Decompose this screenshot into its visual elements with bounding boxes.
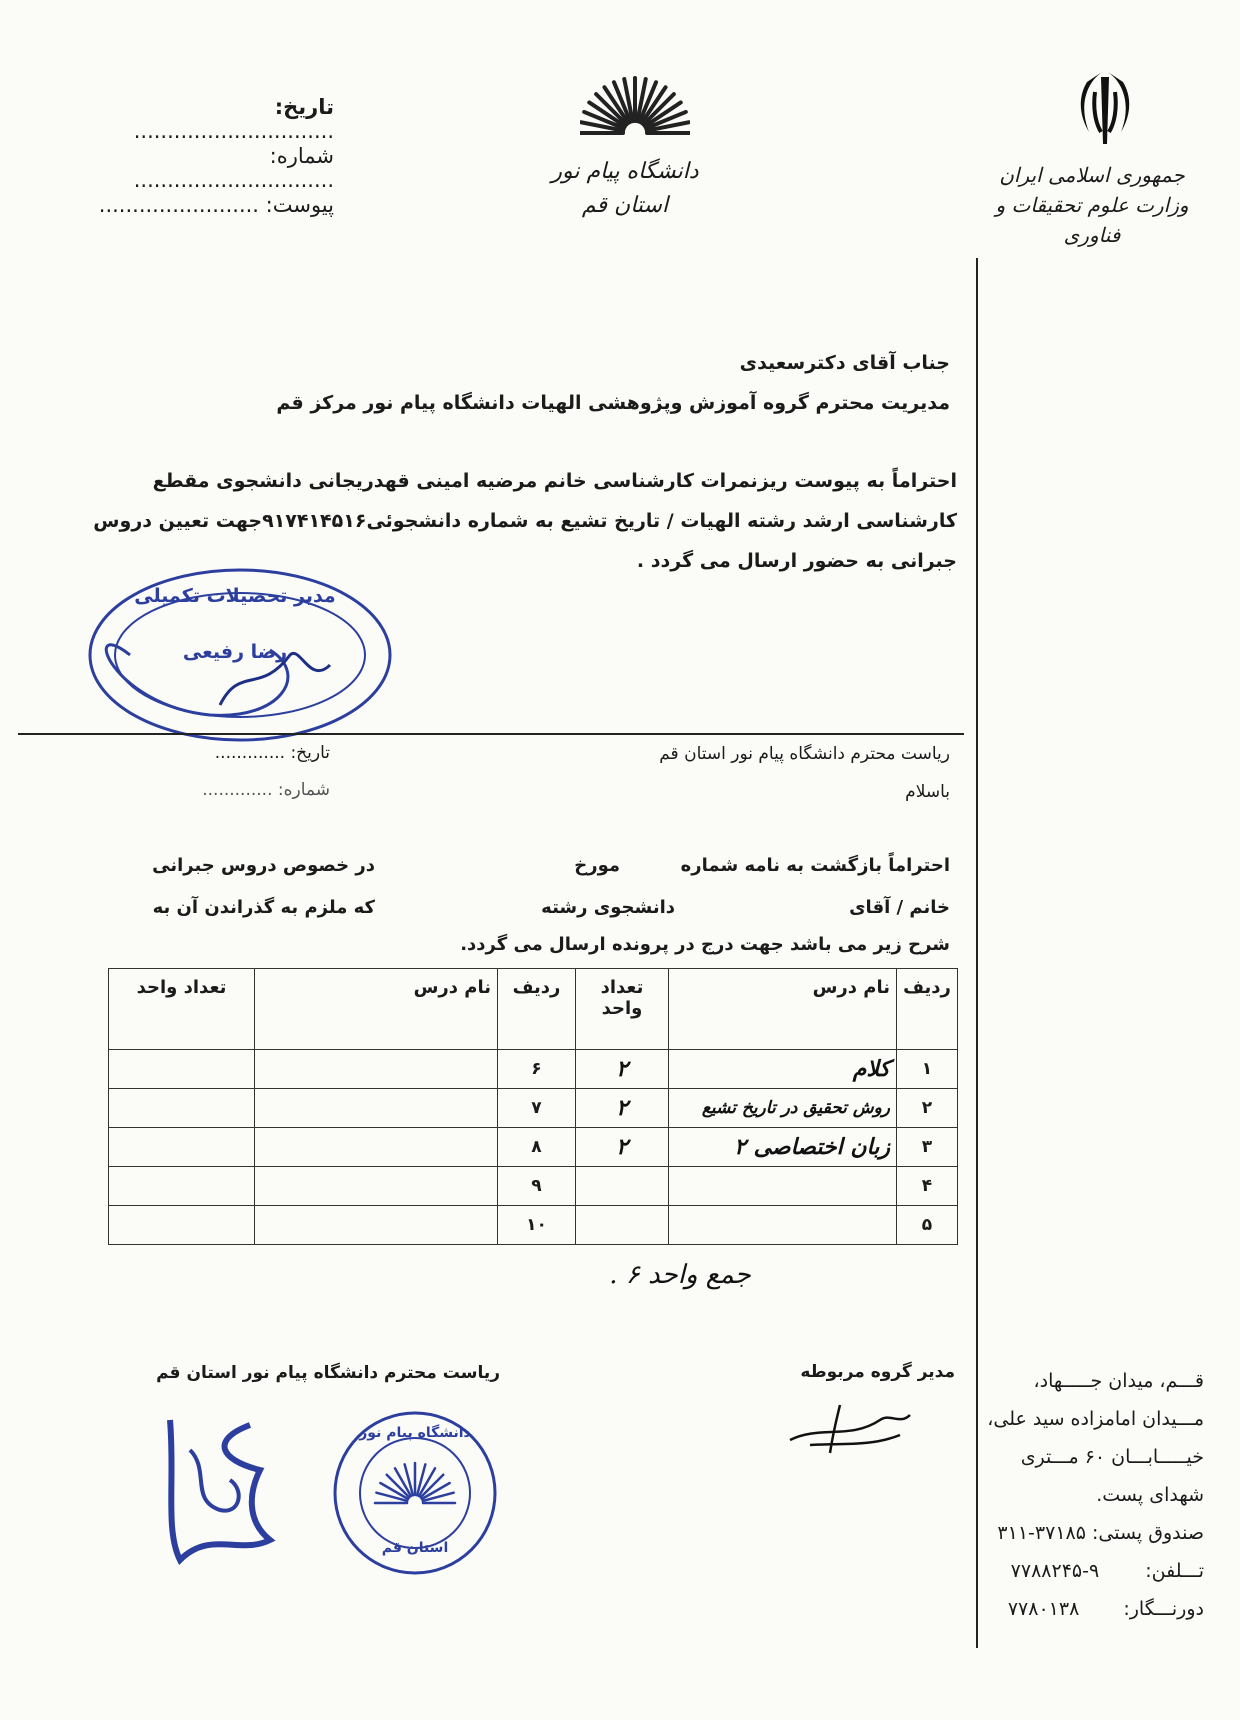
reply-line1-c: در خصوص دروس جبرانی [152,855,375,876]
reply-number-field [150,780,330,800]
footer-recipient: ریاست محترم دانشگاه پیام نور استان قم [156,1363,500,1383]
row-number: ۷ [498,1089,576,1128]
reply-date-field [150,743,330,763]
paragraph-line-1: احتراماً به پیوست ریزنمرات کارشناسی خانم مرضیه امینی قهدریجانی دانشجوی مقطع [152,470,957,492]
address-block [964,1362,1204,1628]
republic-line: جمهوری اسلامی ایران [999,163,1185,187]
address-line-2: مـــیدان امامزاده سید علی، [987,1408,1204,1430]
row-number: ۱ [897,1050,958,1089]
table-row [109,1050,958,1089]
row-number: ۹ [498,1167,576,1206]
col-units-2: تعداد واحد [109,969,255,1050]
course-name [669,1206,897,1245]
course-name [255,1089,498,1128]
col-row-2: ردیف [498,969,576,1050]
course-units [109,1128,255,1167]
row-number: ۵ [897,1206,958,1245]
table-row [109,1089,958,1128]
university-name: دانشگاه پیام نور [551,159,699,184]
course-name [255,1206,498,1245]
reply-line2-c: که ملزم به گذراندن آن به [152,897,375,918]
reply-date-dots: ............. [214,743,286,763]
total-units-note: جمع واحد ۶ . [609,1260,751,1290]
addressee: مدیریت محترم گروه آموزش وپژوهشی الهیات دانشگاه پیام نور مرکز قم [276,392,950,414]
course-name: روش تحقیق در تاریخ تشیع [669,1089,897,1128]
table-row [109,1128,958,1167]
row-number: ۲ [897,1089,958,1128]
table-row [109,1206,958,1245]
course-name: کلام [669,1050,897,1089]
reply-recipient: ریاست محترم دانشگاه پیام نور استان قم [659,744,950,764]
salutation: جناب آقای دکترسعیدی [739,352,950,374]
seal-text-top: دانشگاه پیام نور [359,1425,471,1441]
course-units: ۲ [576,1128,669,1167]
paragraph-line-2: کارشناسی ارشد رشته الهیات / تاریخ تشیع به شماره دانشجوئی۹۱۷۴۱۴۵۱۶جهت تعیین دروس [93,510,957,532]
seal-text-bottom: استان قم [381,1540,449,1556]
fax-label: دورنـــگار: [1123,1598,1204,1620]
reply-greeting: باسلام [905,782,950,802]
stamp-name: رضا رفیعی [182,641,288,663]
phone-value: ۹-۷۷۸۸۲۴۵ [1010,1560,1100,1582]
course-name [669,1167,897,1206]
reply-line1-a: احتراماً بازگشت به نامه شماره [680,855,950,876]
attachment-label: پیوست: [265,193,334,217]
address-line-4: شهدای پست. [1096,1484,1204,1506]
course-units: ۲ [576,1050,669,1089]
group-head-label: مدیر گروه مربوطه [800,1362,955,1382]
course-units [109,1206,255,1245]
row-number: ۴ [897,1167,958,1206]
course-units [576,1167,669,1206]
col-units-1: تعداد واحد [576,969,669,1050]
compensatory-courses-table [108,968,958,1245]
row-number: ۳ [897,1128,958,1167]
payame-noor-logo-icon [580,38,690,148]
attachment-dots: ........................ [98,193,259,217]
table-row [109,1167,958,1206]
phone-label: تـــلفن: [1145,1560,1204,1582]
number-dots: .............................. [133,168,334,192]
course-units [109,1089,255,1128]
reply-line1-b: مورخ [574,855,620,876]
group-head-signature [780,1395,920,1455]
number-field [84,144,334,192]
course-name: زبان اختصاصی ۲ [669,1128,897,1167]
pobox-value: ۳۷۱۸۵-۳۱۱ [997,1522,1086,1544]
course-units [109,1050,255,1089]
horizontal-divider [18,733,964,735]
date-field [84,95,334,143]
number-label: شماره: [269,144,334,168]
col-row-1: ردیف [897,969,958,1050]
phone-line [964,1552,1204,1590]
course-units [109,1167,255,1206]
fax-line [964,1590,1204,1628]
address-line-3: خیـــــابـــان ۶۰ مـــتری [1020,1446,1204,1468]
reply-date-label: تاریخ: [290,743,330,763]
stamp-text [110,585,360,663]
reply-number-dots: ............. [202,780,273,800]
course-units: ۲ [576,1089,669,1128]
course-units [576,1206,669,1245]
reply-number-label: شماره: [277,780,330,800]
table-header-row [109,969,958,1050]
date-label: تاریخ: [274,95,334,119]
course-name [255,1128,498,1167]
province-name: استان قم [581,193,669,218]
issuer-block [972,160,1212,250]
course-name [255,1050,498,1089]
col-course-1: نام درس [669,969,897,1050]
fax-value: ۷۷۸۰۱۳۸ [1007,1598,1080,1620]
handwritten-signature-stamp [150,1410,285,1565]
row-number: ۸ [498,1128,576,1167]
row-number: ۱۰ [498,1206,576,1245]
iran-emblem-icon [1065,62,1145,152]
reply-line2-a: خانم / آقای [849,897,950,918]
attachment-field [84,193,334,217]
address-line-1: قـــم، میدان جـــــهاد، [1033,1370,1204,1392]
row-number: ۶ [498,1050,576,1089]
date-dots: .............................. [133,119,334,143]
pobox-label: صندوق پستی: [1091,1522,1204,1544]
ministry-line: وزارت علوم تحقیقات و فناوری [995,193,1189,247]
paragraph-line-3: جبرانی به حضور ارسال می گردد . [636,550,957,572]
stamp-title: مدیر تحصیلات تکمیلی [134,585,336,607]
col-course-2: نام درس [255,969,498,1050]
reply-line2-b: دانشجوی رشته [541,897,675,918]
reply-line3: شرح زیر می باشد جهت درج در پرونده ارسال می گردد. [460,934,950,955]
course-name [255,1167,498,1206]
pobox-line [964,1514,1204,1552]
university-block [540,155,710,223]
